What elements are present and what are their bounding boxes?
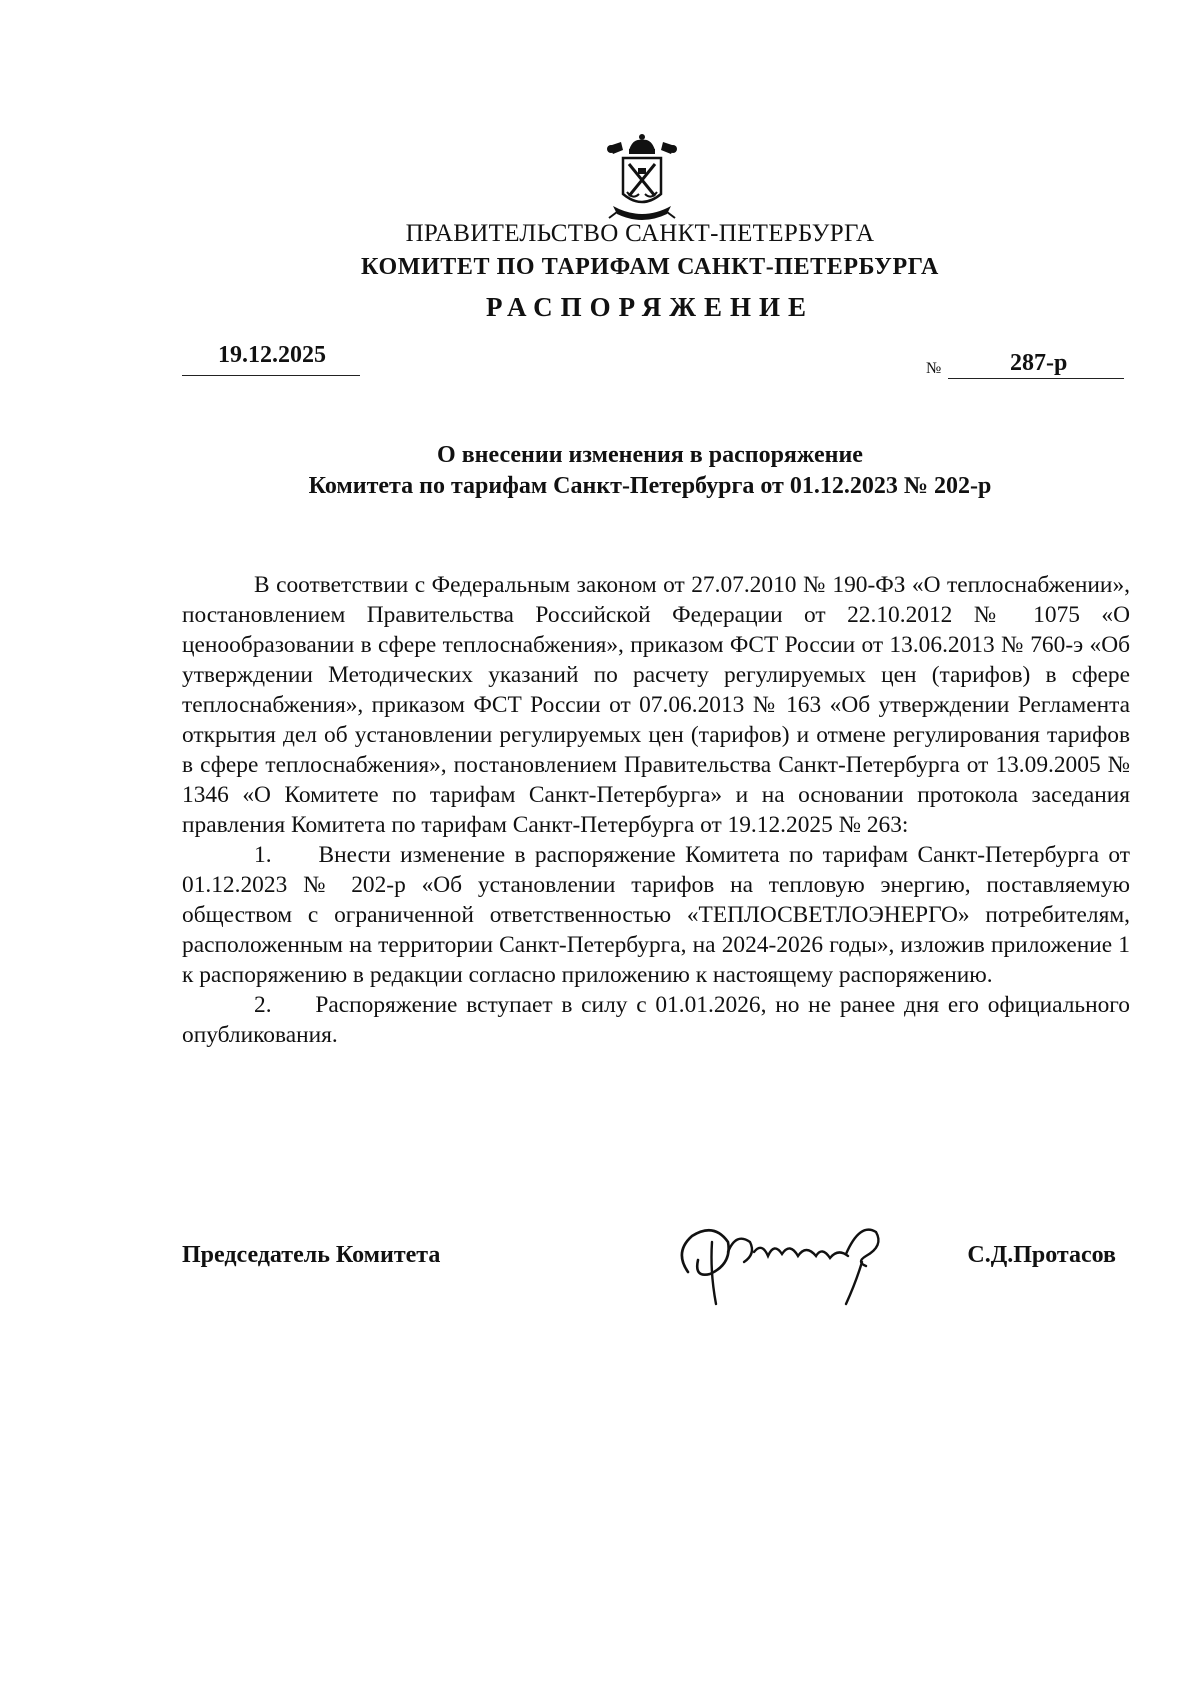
item-1-paragraph: 1. Внести изменение в распоряжение Комитета по тарифам Санкт-Петербурга от 01.12.2023 № 202-р «Об установлении тарифов на тепловую энергию, поставляемую обществом с ограниченной ответственностью «ТЕПЛОСВЕТЛОЭНЕРГО» потребителям, расположенным на территории Санкт-Петербурга, на 2024-2026 годы», изложив приложение 1 к распоряжению в редакции согласно приложению к настоящему распоряжению. xyxy=(182,842,1130,988)
st-petersburg-coat-of-arms-icon xyxy=(603,132,681,222)
subject-line-2: Комитета по тарифам Санкт-Петербурга от 01.12.2023 № 202-р xyxy=(308,473,992,499)
document-date: 19.12.2025 xyxy=(182,340,360,376)
government-name: ПРАВИТЕЛЬСТВО САНКТ-ПЕТЕРБУРГА xyxy=(405,220,875,247)
committee-name: КОМИТЕТ ПО ТАРИФАМ САНКТ-ПЕТЕРБУРГА xyxy=(361,254,939,280)
item-2-paragraph: 2. Распоряжение вступает в силу с 01.01.2026, но не ранее дня его официального опубликования. xyxy=(182,992,1130,1048)
signature-block xyxy=(182,1212,1128,1322)
signatory-name: С.Д.Протасов xyxy=(967,1242,1116,1268)
handwritten-signature-icon xyxy=(670,1212,910,1312)
document-type: РАСПОРЯЖЕНИЕ xyxy=(485,292,815,322)
document-number xyxy=(926,342,1124,378)
preamble-paragraph: В соответствии с Федеральным законом от 27.07.2010 № 190-ФЗ «О теплоснабжении», постановлением Правительства Российской Федерации от 22.10.2012 № 1075 «О ценообразовании в сфере теплоснабжения», приказом ФСТ России от 13.06.2013 № 760-э «Об утверждении Методических указаний по расчету регулируемых цен (тарифов) в сфере теплоснабжения», приказом ФСТ России от 07.06.2013 № 163 «Об утверждении Регламента открытия дел об установлении регулируемых цен (тарифов) и отмене регулирования тарифов в сфере теплоснабжения», постановлением Правительства Санкт-Петербурга от 13.09.2005 № 1346 «О Комитете по тарифам Санкт-Петербурга» и на основании протокола заседания правления Комитета по тарифам Санкт-Петербурга от 19.12.2025 № 263: xyxy=(182,572,1130,838)
number-value: 287-р xyxy=(948,352,1124,379)
document-subject xyxy=(180,440,1120,502)
number-sign: № xyxy=(926,360,942,377)
signatory-position: Председатель Комитета xyxy=(182,1242,441,1268)
document-body xyxy=(182,570,1130,1050)
subject-line-1: О внесении изменения в распоряжение xyxy=(437,442,863,468)
